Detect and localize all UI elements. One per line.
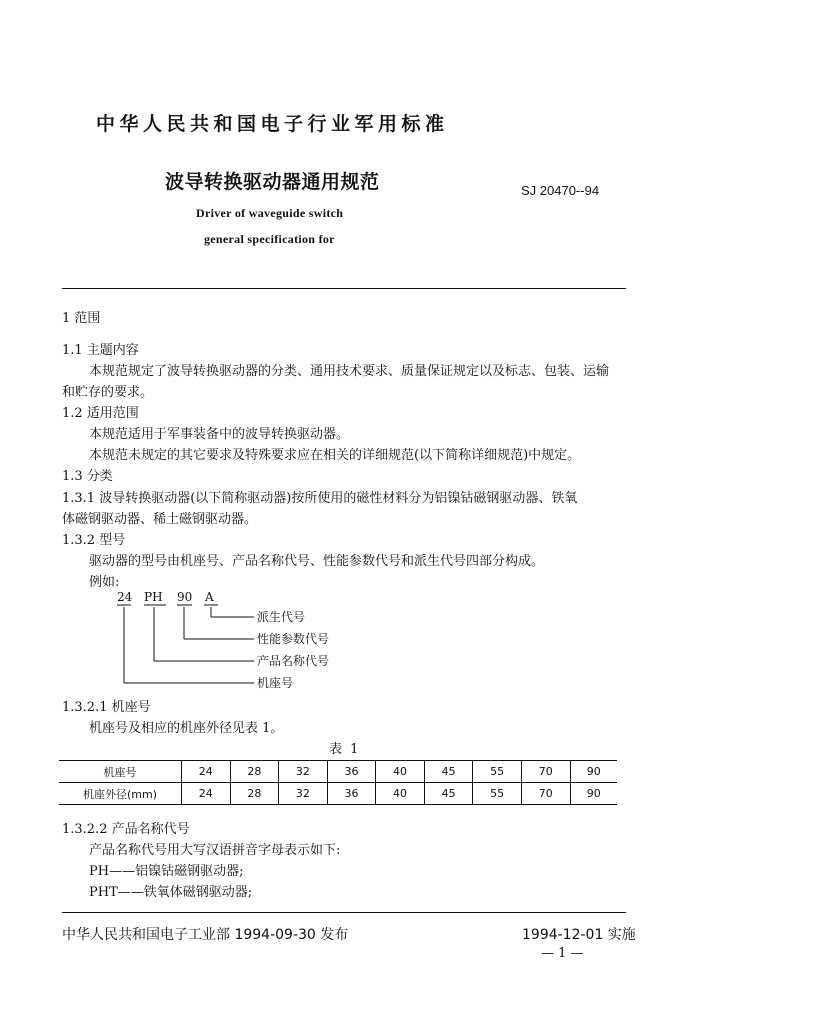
standard-title: 中华人民共和国电子行业军用标准 [96, 113, 449, 135]
table-cell: 32 [279, 761, 328, 783]
table-cell: 45 [424, 783, 473, 805]
label-performance-code: 性能参数代号 [257, 632, 330, 646]
paragraph-3-line-1: 1.3.1 波导转换驱动器(以下简称驱动器)按所使用的磁性材料分为铝镍钴磁钢驱动器、铁氧 [62, 491, 578, 506]
table-cell: 55 [473, 783, 522, 805]
paragraph-2-line-1: 本规范适用于军事装备中的波导转换驱动器。 [89, 427, 350, 442]
section-1-3-heading: 1.3 分类 [62, 469, 113, 484]
paragraph-4: 驱动器的型号由机座号、产品名称代号、性能参数代号和派生代号四部分构成。 [89, 554, 545, 569]
table-caption: 表 1 [329, 742, 361, 757]
section-1-3-2-heading: 1.3.2 型号 [62, 533, 126, 548]
table-cell: 28 [230, 761, 279, 783]
table-row [59, 761, 617, 783]
table-row-header: 机座号 [59, 761, 182, 783]
model-code-performance: 90 [177, 590, 193, 604]
table-1 [59, 760, 617, 805]
section-1-1-heading: 1.1 主题内容 [62, 343, 139, 358]
table-cell: 45 [424, 761, 473, 783]
standard-code: SJ 20470--94 [521, 183, 600, 198]
table-cell: 40 [376, 783, 425, 805]
document-title: 波导转换驱动器通用规范 [165, 171, 380, 193]
label-product-name-code: 产品名称代号 [257, 654, 330, 668]
paragraph-2-line-2: 本规范未规定的其它要求及特殊要求应在相关的详细规范(以下简称详细规范)中规定。 [89, 448, 581, 463]
page-number: — 1 — [541, 946, 584, 961]
paragraph-3-line-2: 体磁钢驱动器、稀土磁钢驱动器。 [62, 512, 258, 527]
paragraph-7: PH——铝镍钴磁钢驱动器; [89, 864, 244, 879]
paragraph-8: PHT——铁氧体磁钢驱动器; [89, 885, 253, 900]
paragraph-5: 机座号及相应的机座外径见表 1。 [89, 721, 284, 736]
table-cell: 90 [570, 783, 617, 805]
effective-date: 1994-12-01 实施 [522, 927, 636, 943]
model-code-frame: 24 [117, 590, 133, 604]
issue-statement: 中华人民共和国电子工业部 1994-09-30 发布 [62, 927, 349, 943]
table-cell: 70 [521, 761, 570, 783]
table-cell: 28 [230, 783, 279, 805]
section-1-heading: 1 范围 [62, 311, 101, 326]
paragraph-6: 产品名称代号用大写汉语拼音字母表示如下: [89, 843, 341, 858]
footer-rule [62, 912, 626, 913]
table-cell: 24 [182, 783, 231, 805]
label-frame-number: 机座号 [257, 676, 294, 690]
table-cell: 55 [473, 761, 522, 783]
section-1-2-heading: 1.2 适用范围 [62, 406, 139, 421]
table-row-header: 机座外径(mm) [59, 783, 182, 805]
table-cell: 36 [327, 761, 376, 783]
table-row [59, 783, 617, 805]
table-cell: 36 [327, 783, 376, 805]
table-cell: 24 [182, 761, 231, 783]
section-1-3-2-2-heading: 1.3.2.2 产品名称代号 [62, 822, 190, 837]
paragraph-1-line-2: 和贮存的要求。 [62, 385, 154, 400]
section-1-3-2-1-heading: 1.3.2.1 机座号 [62, 700, 151, 715]
table-cell: 32 [279, 783, 328, 805]
paragraph-1-line-1: 本规范规定了波导转换驱动器的分类、通用技术要求、质量保证规定以及标志、包装、运输 [89, 364, 610, 379]
english-title-line-2: general specification for [204, 232, 335, 246]
label-derivative-code: 派生代号 [257, 610, 306, 624]
table-cell: 40 [376, 761, 425, 783]
model-code-derivative: A [205, 590, 214, 604]
english-title-line-1: Driver of waveguide switch [196, 206, 344, 220]
table-cell: 90 [570, 761, 617, 783]
table-cell: 70 [521, 783, 570, 805]
model-code-product: PH [144, 590, 163, 604]
example-label: 例如: [89, 575, 120, 590]
